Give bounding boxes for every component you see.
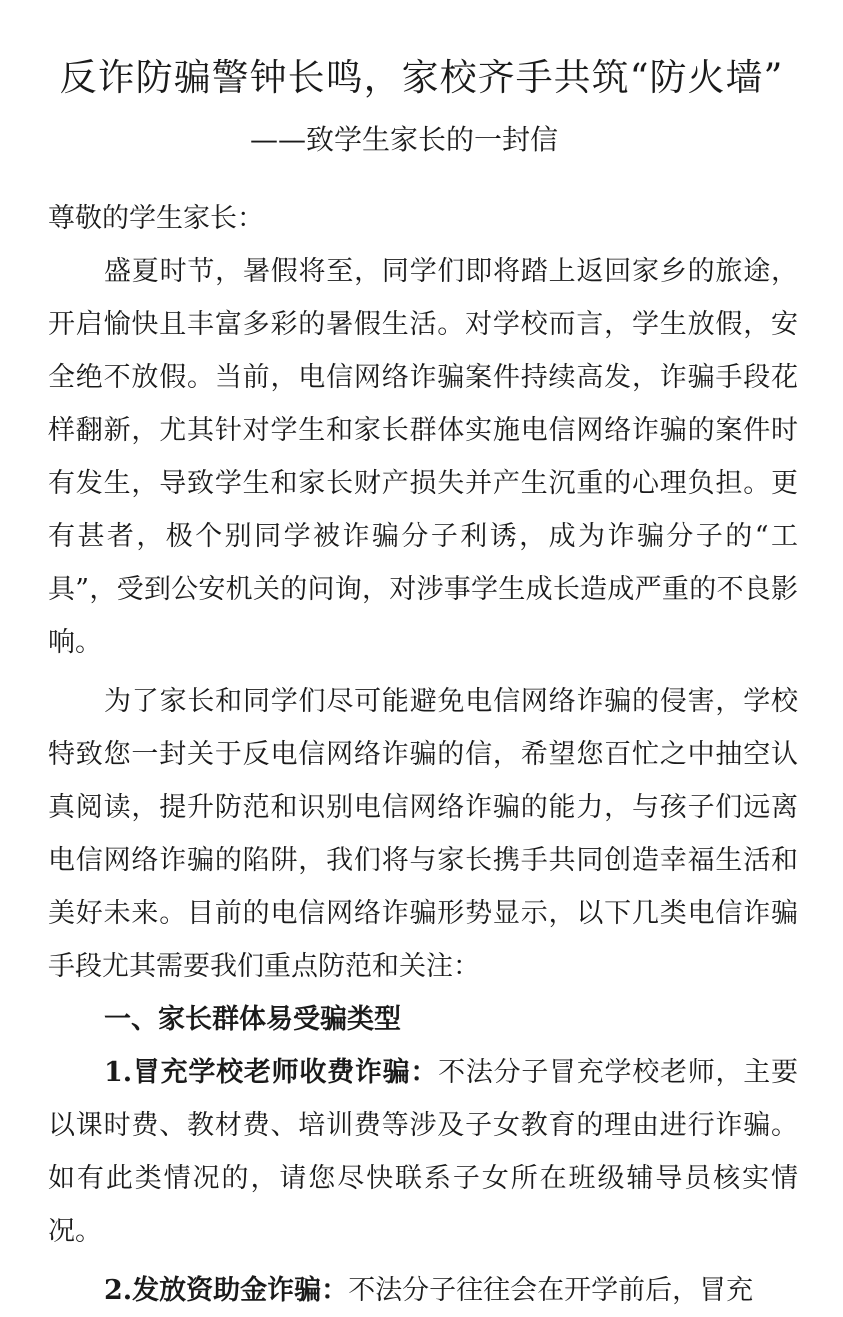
paragraph-intro: 盛夏时节，暑假将至，同学们即将踏上返回家乡的旅途，开启愉快且丰富多彩的暑假生活。对学校而言，学生放假，安全绝不放假。当前，电信网络诈骗案件持续高发，诈骗手段花样翻新，尤其针对学生和家长群体实施电信网络诈骗的案件时有发生，导致学生和家长财产损失并产生沉重的心理负担。更有甚者，极个别同学被诈骗分子利诱，成为诈骗分子的“工具”，受到公安机关的问询，对涉事学生成长造成严重的不良影响。 (48, 256, 798, 658)
letter-title: 反诈防骗警钟长鸣，家校齐手共筑“防火墙” (59, 56, 784, 99)
item-text: 不法分子冒充学校老师，主要以课时费、教材费、培训费等涉及子女教育的理由进行诈骗。如有此类情况的，请您尽快联系子女所在班级辅导员核实情况。 (48, 1057, 798, 1247)
list-item (48, 1046, 798, 1258)
salutation: 尊敬的学生家长： (48, 203, 264, 234)
section-heading: 一、家长群体易受骗类型 (104, 1004, 401, 1035)
letter-body (48, 192, 798, 1317)
item-label: 2.发放资助金诈骗： (104, 1275, 349, 1306)
letter-subtitle: ——致学生家长的一封信 (250, 123, 559, 156)
item-label: 1.冒充学校老师收费诈骗： (104, 1057, 439, 1088)
item-text: 不法分子往往会在开学前后，冒充 (348, 1275, 754, 1306)
list-item (48, 1264, 798, 1317)
paragraph-purpose: 为了家长和同学们尽可能避免电信网络诈骗的侵害，学校特致您一封关于反电信网络诈骗的信，希望您百忙之中抽空认真阅读，提升防范和识别电信网络诈骗的能力，与孩子们远离电信网络诈骗的陷阱，我们将与家长携手共同创造幸福生活和美好未来。目前的电信网络诈骗形势显示，以下几类电信诈骗手段尤其需要我们重点防范和关注： (48, 686, 798, 982)
